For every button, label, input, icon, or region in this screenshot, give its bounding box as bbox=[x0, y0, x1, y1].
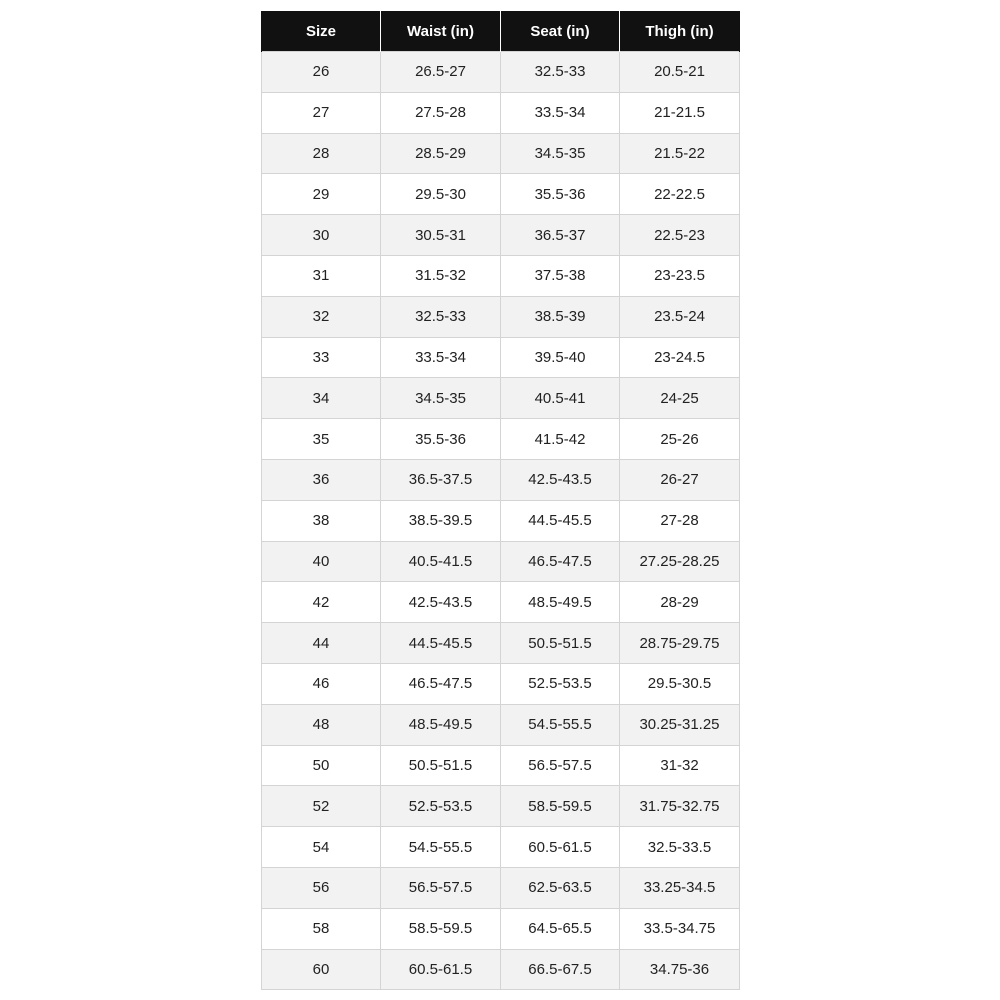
size-cell: 29 bbox=[262, 174, 381, 215]
size-cell: 35 bbox=[262, 419, 381, 460]
seat-cell: 56.5-57.5 bbox=[501, 745, 620, 786]
thigh-cell: 30.25-31.25 bbox=[620, 704, 740, 745]
seat-cell: 33.5-34 bbox=[501, 92, 620, 133]
table-row bbox=[262, 745, 740, 786]
thigh-cell: 31.75-32.75 bbox=[620, 786, 740, 827]
waist-cell: 29.5-30 bbox=[381, 174, 501, 215]
thigh-cell: 22-22.5 bbox=[620, 174, 740, 215]
table-row bbox=[262, 92, 740, 133]
seat-cell: 52.5-53.5 bbox=[501, 663, 620, 704]
waist-cell: 28.5-29 bbox=[381, 133, 501, 174]
waist-cell: 30.5-31 bbox=[381, 215, 501, 256]
waist-cell: 34.5-35 bbox=[381, 378, 501, 419]
size-cell: 56 bbox=[262, 867, 381, 908]
waist-cell: 44.5-45.5 bbox=[381, 623, 501, 664]
thigh-cell: 20.5-21 bbox=[620, 52, 740, 93]
thigh-cell: 23-23.5 bbox=[620, 255, 740, 296]
seat-cell: 42.5-43.5 bbox=[501, 459, 620, 500]
seat-cell: 38.5-39 bbox=[501, 296, 620, 337]
size-cell: 52 bbox=[262, 786, 381, 827]
size-cell: 34 bbox=[262, 378, 381, 419]
size-cell: 44 bbox=[262, 623, 381, 664]
table-header bbox=[262, 11, 740, 52]
header-row bbox=[262, 11, 740, 52]
header-waist: Waist (in) bbox=[381, 11, 501, 52]
size-cell: 26 bbox=[262, 52, 381, 93]
seat-cell: 41.5-42 bbox=[501, 419, 620, 460]
thigh-cell: 34.75-36 bbox=[620, 949, 740, 990]
size-cell: 27 bbox=[262, 92, 381, 133]
waist-cell: 46.5-47.5 bbox=[381, 663, 501, 704]
thigh-cell: 29.5-30.5 bbox=[620, 663, 740, 704]
waist-cell: 58.5-59.5 bbox=[381, 908, 501, 949]
thigh-cell: 28.75-29.75 bbox=[620, 623, 740, 664]
table-row bbox=[262, 215, 740, 256]
waist-cell: 27.5-28 bbox=[381, 92, 501, 133]
seat-cell: 66.5-67.5 bbox=[501, 949, 620, 990]
waist-cell: 36.5-37.5 bbox=[381, 459, 501, 500]
size-cell: 58 bbox=[262, 908, 381, 949]
table-row bbox=[262, 908, 740, 949]
table-row bbox=[262, 867, 740, 908]
size-cell: 36 bbox=[262, 459, 381, 500]
waist-cell: 33.5-34 bbox=[381, 337, 501, 378]
seat-cell: 54.5-55.5 bbox=[501, 704, 620, 745]
size-cell: 33 bbox=[262, 337, 381, 378]
table-row bbox=[262, 52, 740, 93]
table-body bbox=[262, 52, 740, 990]
table-row bbox=[262, 419, 740, 460]
thigh-cell: 21.5-22 bbox=[620, 133, 740, 174]
waist-cell: 35.5-36 bbox=[381, 419, 501, 460]
waist-cell: 56.5-57.5 bbox=[381, 867, 501, 908]
table-row bbox=[262, 378, 740, 419]
seat-cell: 44.5-45.5 bbox=[501, 500, 620, 541]
header-size: Size bbox=[262, 11, 381, 52]
table-row bbox=[262, 663, 740, 704]
size-cell: 48 bbox=[262, 704, 381, 745]
size-chart-table bbox=[261, 11, 740, 990]
table-row bbox=[262, 827, 740, 868]
table-row bbox=[262, 949, 740, 990]
thigh-cell: 27.25-28.25 bbox=[620, 541, 740, 582]
thigh-cell: 33.25-34.5 bbox=[620, 867, 740, 908]
waist-cell: 60.5-61.5 bbox=[381, 949, 501, 990]
table-row bbox=[262, 541, 740, 582]
size-cell: 60 bbox=[262, 949, 381, 990]
waist-cell: 54.5-55.5 bbox=[381, 827, 501, 868]
seat-cell: 36.5-37 bbox=[501, 215, 620, 256]
waist-cell: 48.5-49.5 bbox=[381, 704, 501, 745]
seat-cell: 64.5-65.5 bbox=[501, 908, 620, 949]
waist-cell: 42.5-43.5 bbox=[381, 582, 501, 623]
size-cell: 28 bbox=[262, 133, 381, 174]
size-cell: 42 bbox=[262, 582, 381, 623]
table-row bbox=[262, 704, 740, 745]
table-row bbox=[262, 337, 740, 378]
thigh-cell: 23.5-24 bbox=[620, 296, 740, 337]
size-cell: 31 bbox=[262, 255, 381, 296]
seat-cell: 34.5-35 bbox=[501, 133, 620, 174]
table-row bbox=[262, 296, 740, 337]
waist-cell: 31.5-32 bbox=[381, 255, 501, 296]
thigh-cell: 21-21.5 bbox=[620, 92, 740, 133]
seat-cell: 39.5-40 bbox=[501, 337, 620, 378]
waist-cell: 26.5-27 bbox=[381, 52, 501, 93]
seat-cell: 50.5-51.5 bbox=[501, 623, 620, 664]
size-cell: 32 bbox=[262, 296, 381, 337]
seat-cell: 48.5-49.5 bbox=[501, 582, 620, 623]
waist-cell: 32.5-33 bbox=[381, 296, 501, 337]
size-cell: 54 bbox=[262, 827, 381, 868]
size-cell: 46 bbox=[262, 663, 381, 704]
seat-cell: 35.5-36 bbox=[501, 174, 620, 215]
table-row bbox=[262, 255, 740, 296]
thigh-cell: 32.5-33.5 bbox=[620, 827, 740, 868]
seat-cell: 58.5-59.5 bbox=[501, 786, 620, 827]
thigh-cell: 25-26 bbox=[620, 419, 740, 460]
waist-cell: 50.5-51.5 bbox=[381, 745, 501, 786]
thigh-cell: 22.5-23 bbox=[620, 215, 740, 256]
header-thigh: Thigh (in) bbox=[620, 11, 740, 52]
seat-cell: 40.5-41 bbox=[501, 378, 620, 419]
waist-cell: 38.5-39.5 bbox=[381, 500, 501, 541]
header-seat: Seat (in) bbox=[501, 11, 620, 52]
thigh-cell: 24-25 bbox=[620, 378, 740, 419]
size-cell: 40 bbox=[262, 541, 381, 582]
size-cell: 38 bbox=[262, 500, 381, 541]
size-cell: 30 bbox=[262, 215, 381, 256]
thigh-cell: 26-27 bbox=[620, 459, 740, 500]
seat-cell: 32.5-33 bbox=[501, 52, 620, 93]
thigh-cell: 28-29 bbox=[620, 582, 740, 623]
seat-cell: 46.5-47.5 bbox=[501, 541, 620, 582]
table-row bbox=[262, 459, 740, 500]
thigh-cell: 27-28 bbox=[620, 500, 740, 541]
table-row bbox=[262, 174, 740, 215]
table-row bbox=[262, 582, 740, 623]
table-row bbox=[262, 623, 740, 664]
seat-cell: 62.5-63.5 bbox=[501, 867, 620, 908]
waist-cell: 52.5-53.5 bbox=[381, 786, 501, 827]
table-row bbox=[262, 133, 740, 174]
thigh-cell: 33.5-34.75 bbox=[620, 908, 740, 949]
seat-cell: 37.5-38 bbox=[501, 255, 620, 296]
waist-cell: 40.5-41.5 bbox=[381, 541, 501, 582]
size-cell: 50 bbox=[262, 745, 381, 786]
thigh-cell: 23-24.5 bbox=[620, 337, 740, 378]
table-row bbox=[262, 786, 740, 827]
thigh-cell: 31-32 bbox=[620, 745, 740, 786]
seat-cell: 60.5-61.5 bbox=[501, 827, 620, 868]
table-row bbox=[262, 500, 740, 541]
